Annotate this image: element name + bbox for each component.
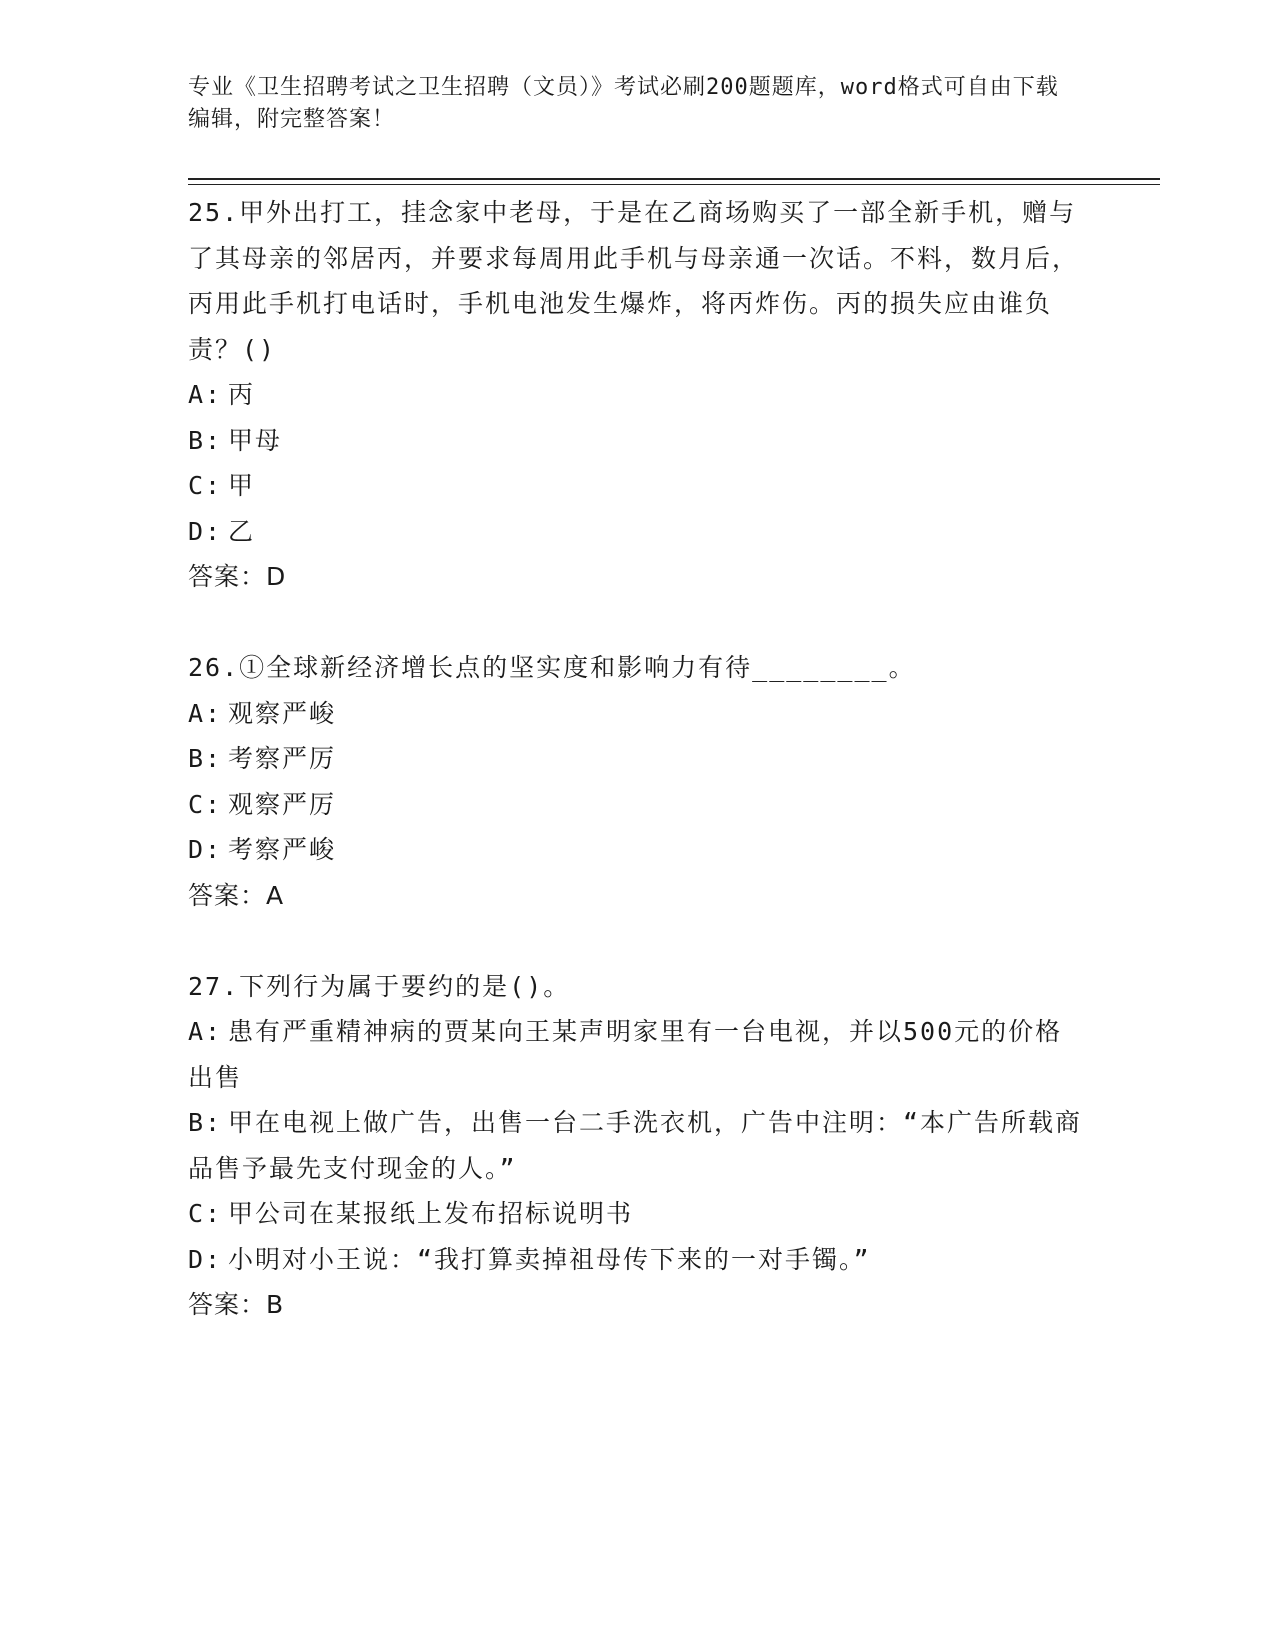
option-letter: D: (188, 1244, 223, 1274)
option-text: 甲公司在某报纸上发布招标说明书 (228, 1199, 634, 1228)
option-a (188, 691, 1088, 737)
option-b (188, 1100, 1088, 1191)
option-d (188, 509, 1088, 555)
option-letter: C: (188, 1199, 223, 1228)
option-text: 乙 (228, 516, 256, 546)
option-text: 甲母 (228, 425, 283, 455)
question-text: 25.甲外出打工，挂念家中老母，于是在乙商场购买了一部全新手机，赠与了其母亲的邻居丙，并要求每周用此手机与母亲通一次话。不料，数月后，丙用此手机打电话时，手机电池发生爆炸，将丙炸伤。丙的损失应由谁负责？() (188, 198, 1080, 364)
option-letter: A: (188, 380, 223, 409)
question-text: 27.下列行为属于要约的是()。 (188, 971, 571, 1001)
option-letter: B: (188, 1108, 223, 1137)
option-d (188, 1237, 1088, 1283)
answer-line: 答案：B (188, 1290, 285, 1319)
option-letter: D: (188, 516, 223, 546)
header-divider-thin (188, 184, 1160, 185)
option-text: 小明对小王说：“我打算卖掉祖母传下来的一对手镯。” (228, 1244, 871, 1274)
option-letter: B: (188, 425, 223, 455)
option-c (188, 782, 1088, 828)
option-d (188, 827, 1088, 873)
option-letter: A: (188, 698, 223, 728)
option-b (188, 418, 1088, 464)
option-text: 甲 (228, 471, 256, 500)
option-text: 丙 (228, 380, 256, 409)
answer-line: 答案：A (188, 880, 285, 910)
option-letter: A: (188, 1017, 223, 1046)
document-header: 专业《卫生招聘考试之卫生招聘（文员）》考试必刷200题题库，word格式可自由下载编辑，附完整答案！ (188, 75, 1059, 132)
option-text: 患有严重精神病的贾某向王某声明家里有一台电视，并以500元的价格出售 (188, 1017, 1063, 1092)
question-26 (188, 645, 1088, 918)
option-letter: C: (188, 789, 223, 819)
header-divider-thick (188, 178, 1160, 180)
option-text: 考察严峻 (228, 835, 337, 864)
question-list (188, 190, 1088, 1373)
option-letter: B: (188, 744, 223, 773)
option-text: 考察严厉 (228, 744, 337, 773)
option-letter: C: (188, 471, 223, 500)
option-text: 观察严厉 (228, 789, 337, 819)
option-letter: D: (188, 835, 223, 864)
option-b (188, 736, 1088, 782)
question-27 (188, 964, 1088, 1328)
option-text: 观察严峻 (228, 698, 337, 728)
answer-line: 答案：D (188, 562, 287, 591)
option-a (188, 372, 1088, 418)
question-text: 26.①全球新经济增长点的坚实度和影响力有待________。 (188, 653, 916, 682)
option-c (188, 463, 1088, 509)
option-a (188, 1009, 1088, 1100)
option-text: 甲在电视上做广告，出售一台二手洗衣机，广告中注明：“本广告所载商品售予最先支付现金的人。” (188, 1108, 1083, 1183)
question-25 (188, 190, 1088, 600)
option-c (188, 1191, 1088, 1237)
